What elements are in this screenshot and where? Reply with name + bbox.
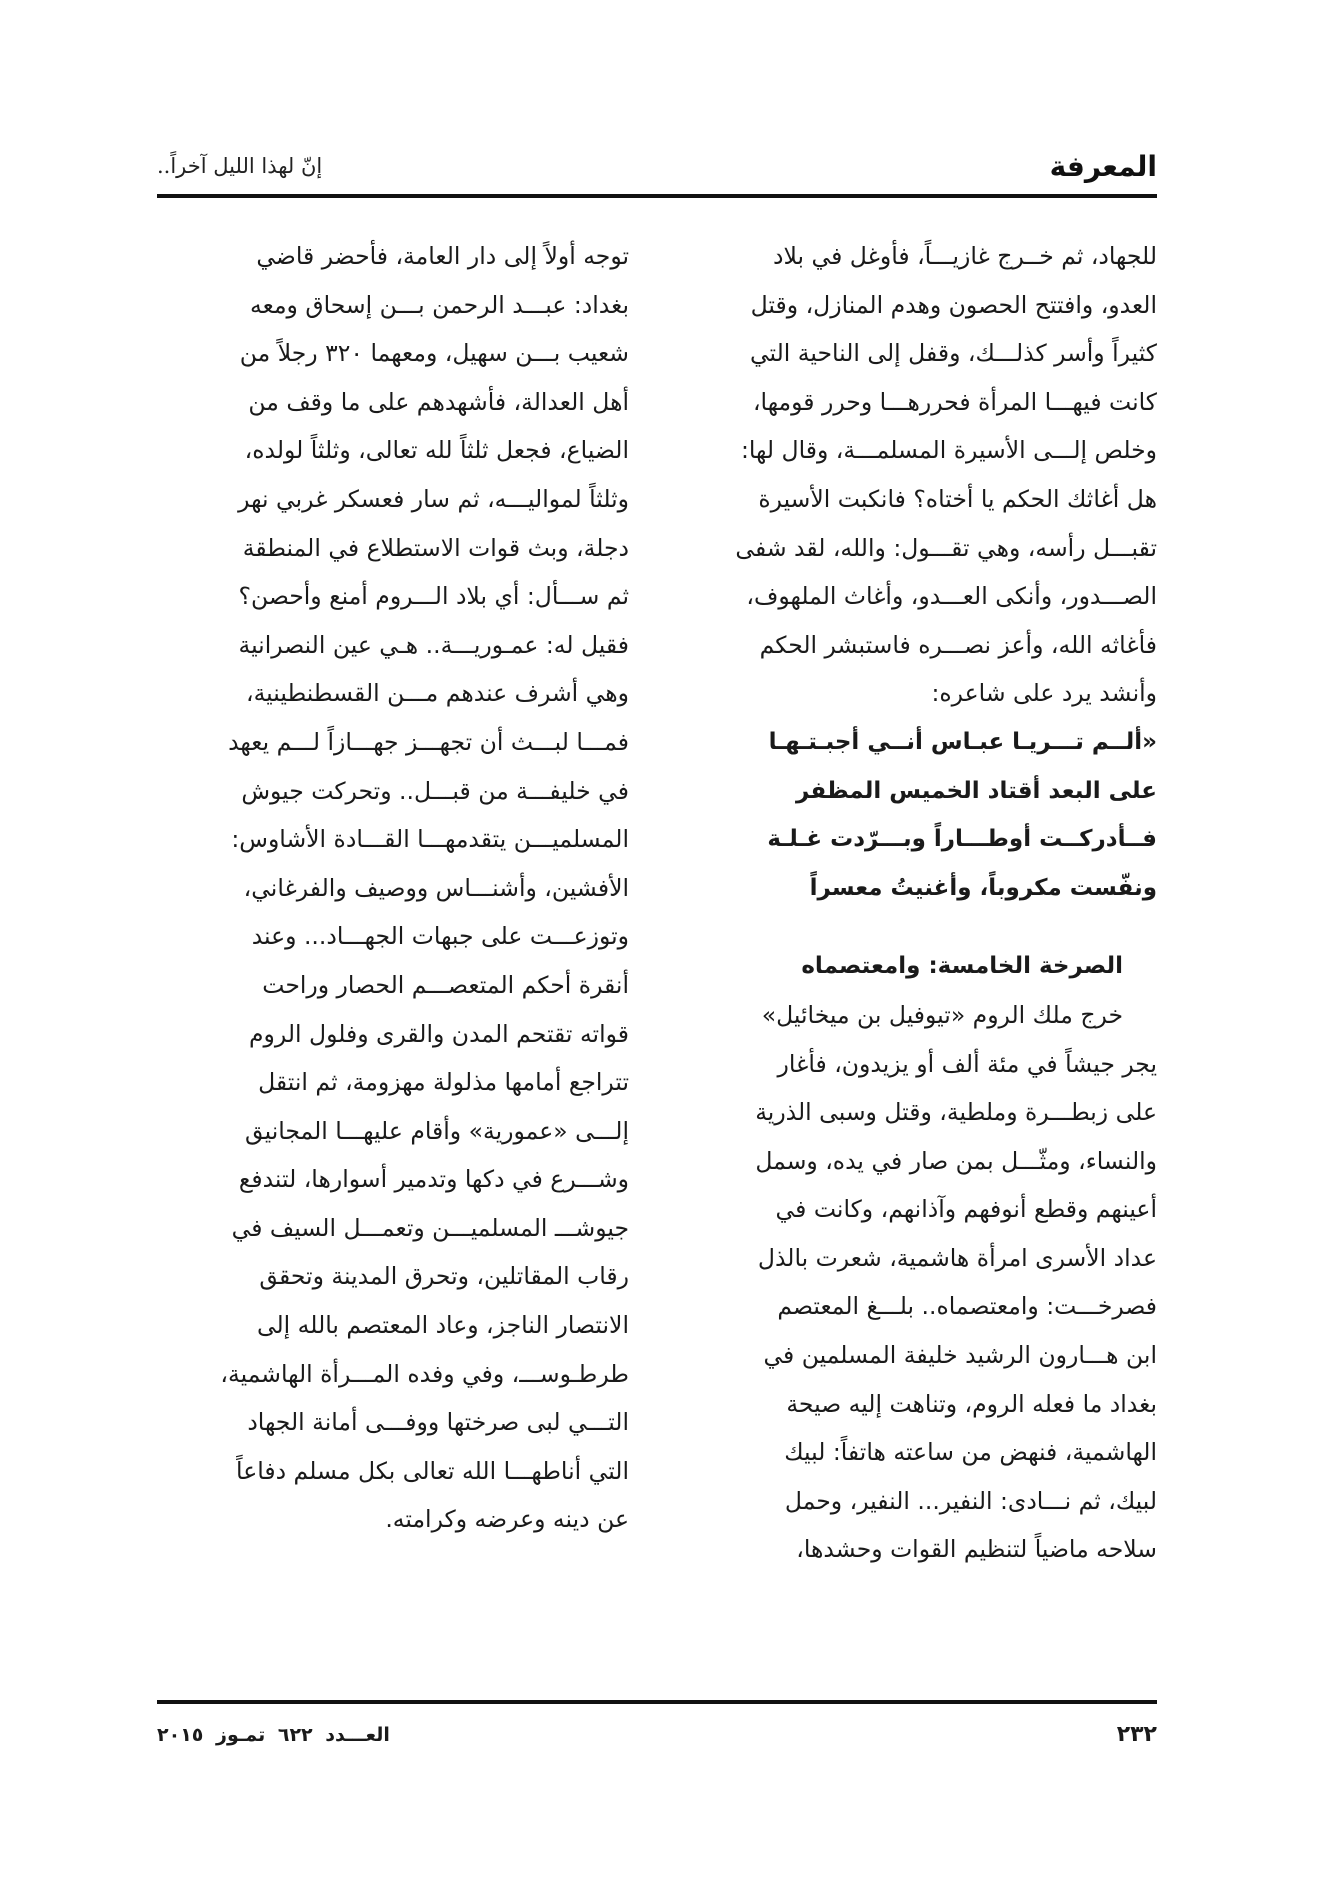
text-line: جيوشـــ المسلميـــن وتعمـــل السيف في — [231, 1213, 629, 1242]
text-line: وخلص إلـــى الأسيرة المسلمـــة، وقال لها: — [740, 436, 1157, 465]
text-line: عن دينه وعرضه وكرامته. — [385, 1505, 629, 1534]
text-line: وهي أشرف عندهم مـــن القسطنطينية، — [245, 679, 629, 708]
text-line: المسلميـــن يتقدمهـــا القـــادة الأشاوس: — [231, 825, 629, 854]
text-line: بغداد ما فعله الروم، وتناهت إليه صيحة — [786, 1389, 1157, 1418]
text-line: التـــي لبى صرختها ووفـــى أمانة الجهاد — [247, 1408, 629, 1437]
text-line: يجر جيشاً في مئة ألف أو يزيدون، فأغار — [777, 1049, 1157, 1078]
text-line: فأغاثه الله، وأعز نصـــره فاستبشر الحكم — [759, 630, 1157, 659]
text-line: سلاحه ماضياً لتنظيم القوات وحشدها، — [796, 1535, 1157, 1564]
text-line: الصـــدور، وأنكى العـــدو، وأغاث الملهوف، — [746, 582, 1157, 611]
text-line: بغداد: عبـــد الرحمن بـــن إسحاق ومعه — [250, 290, 629, 319]
text-line: قواته تقتحم المدن والقرى وفلول الروم — [248, 1019, 629, 1048]
spacer — [670, 912, 1157, 942]
text-line: أعينهم وقطع أنوفهم وآذانهم، وكانت في — [775, 1195, 1157, 1224]
text-line: في خليفـــة من قبـــل.. وتحركت جيوش — [241, 776, 629, 805]
text-line: العدو، وافتتح الحصون وهدم المنازل، وقتل — [750, 290, 1157, 319]
verse-line: ونفّست مكروباً، وأغنيتُ معسراً — [809, 874, 1157, 901]
text-line: الضياع، فجعل ثلثاً لله تعالى، وثلثاً لولده، — [244, 436, 629, 465]
magazine-logo: المعرفة — [1049, 150, 1157, 183]
text-line: هل أغاثك الحكم يا أختاه؟ فانكبت الأسيرة — [758, 484, 1157, 513]
text-line: وشـــرع في دكها وتدمير أسوارها، لتندفع — [238, 1165, 629, 1194]
text-line: وأنشد يرد على شاعره: — [931, 679, 1157, 708]
text-line: دجلة، وبث قوات الاستطلاع في المنطقة — [242, 533, 629, 562]
page-header — [157, 148, 1157, 188]
text-line: للجهاد، ثم خــرج غازيـــاً، فأوغل في بلاد — [773, 242, 1157, 270]
text-line: كانت فيهـــا المرأة فحررهـــا وحرر قومها، — [752, 387, 1157, 416]
text-line: طرطـوســـ، وفي وفده المـــرأة الهاشمية، — [220, 1359, 629, 1388]
text-line: على زبطـــرة وملطية، وقتل وسبى الذرية — [755, 1098, 1157, 1127]
verse-line: فــأدركــت أوطـــاراً وبـــرّدت غـلـة — [767, 826, 1157, 853]
text-line: الهاشمية، فنهض من ساعته هاتفاً: لبيك — [784, 1438, 1157, 1467]
text-line: الانتصار الناجز، وعاد المعتصم بالله إلى — [256, 1311, 629, 1340]
text-line: ثم ســـأل: أي بلاد الـــروم أمنع وأحصن؟ — [238, 582, 629, 611]
text-line: وثلثاً لمواليـــه، ثم سار فعسكر غربي نهر — [238, 484, 629, 513]
header-rule — [157, 194, 1157, 198]
text-line: أهل العدالة، فأشهدهم على ما وقف من — [248, 387, 629, 416]
issue-info: العـــدد ٦٢٢ تمـوز ٢٠١٥ — [157, 1724, 390, 1746]
text-line: ابن هـــارون الرشيد خليفة المسلمين في — [763, 1341, 1157, 1370]
text-line: تتراجع أمامها مذلولة مهزومة، ثم انتقل — [258, 1068, 629, 1097]
section-heading: الصرخة الخامسة: وامعتصماه — [801, 953, 1123, 980]
text-line: وتوزعـــت على جبهات الجهـــاد... وعند — [251, 922, 629, 951]
verse-line: على البعد أقتاد الخميس المظفر — [796, 777, 1157, 804]
running-title: إنّ لهذا الليل آخراً.. — [157, 154, 323, 178]
text-line: فمـــا لبـــث أن تجهـــز جهـــازاً لـــم يعهد — [228, 727, 629, 756]
text-line: إلـــى «عمورية» وأقام عليهـــا المجانيق — [245, 1116, 629, 1145]
text-line: توجه أولاً إلى دار العامة، فأحضر قاضي — [256, 242, 629, 270]
footer-rule — [157, 1700, 1157, 1704]
text-line: الأفشين، وأشنـــاس ووصيف والفرغاني، — [243, 873, 629, 902]
verse-line: «ألــم تـــريـا عبـاس أنــي أجبـتـهـا — [768, 728, 1157, 755]
text-line: أنقرة أحكم المتعصـــم الحصار وراحت — [262, 970, 629, 999]
text-line: فصرخـــت: وامعتصماه.. بلـــغ المعتصم — [777, 1292, 1157, 1321]
text-line: شعيب بـــن سهيل، ومعهما ٣٢٠ رجلاً من — [239, 339, 629, 368]
text-line: كثيراً وأسر كذلـــك، وقفل إلى الناحية التي — [749, 339, 1157, 368]
text-line: رقاب المقاتلين، وتحرق المدينة وتحقق — [259, 1262, 629, 1291]
text-line: والنساء، ومثّـــل بمن صار في يده، وسمل — [755, 1146, 1157, 1175]
text-line: تقبـــل رأسه، وهي تقـــول: والله، لقد شفى — [735, 533, 1157, 562]
text-line: فقيل له: عمـوريـــة.. هـي عين النصرانية — [238, 630, 629, 659]
right-column — [670, 232, 1157, 1574]
left-column — [157, 232, 629, 1544]
text-line: التي أناطهـــا الله تعالى بكل مسلم دفاعاً — [236, 1456, 629, 1485]
text-line: عداد الأسرى امرأة هاشمية، شعرت بالذل — [757, 1243, 1157, 1272]
text-line: خرج ملك الروم «تيوفيل بن ميخائيل» — [761, 1000, 1123, 1029]
page-number: ٢٣٢ — [1116, 1722, 1157, 1747]
text-line: لبيك، ثم نـــادى: النفير... النفير، وحمل — [784, 1486, 1157, 1515]
